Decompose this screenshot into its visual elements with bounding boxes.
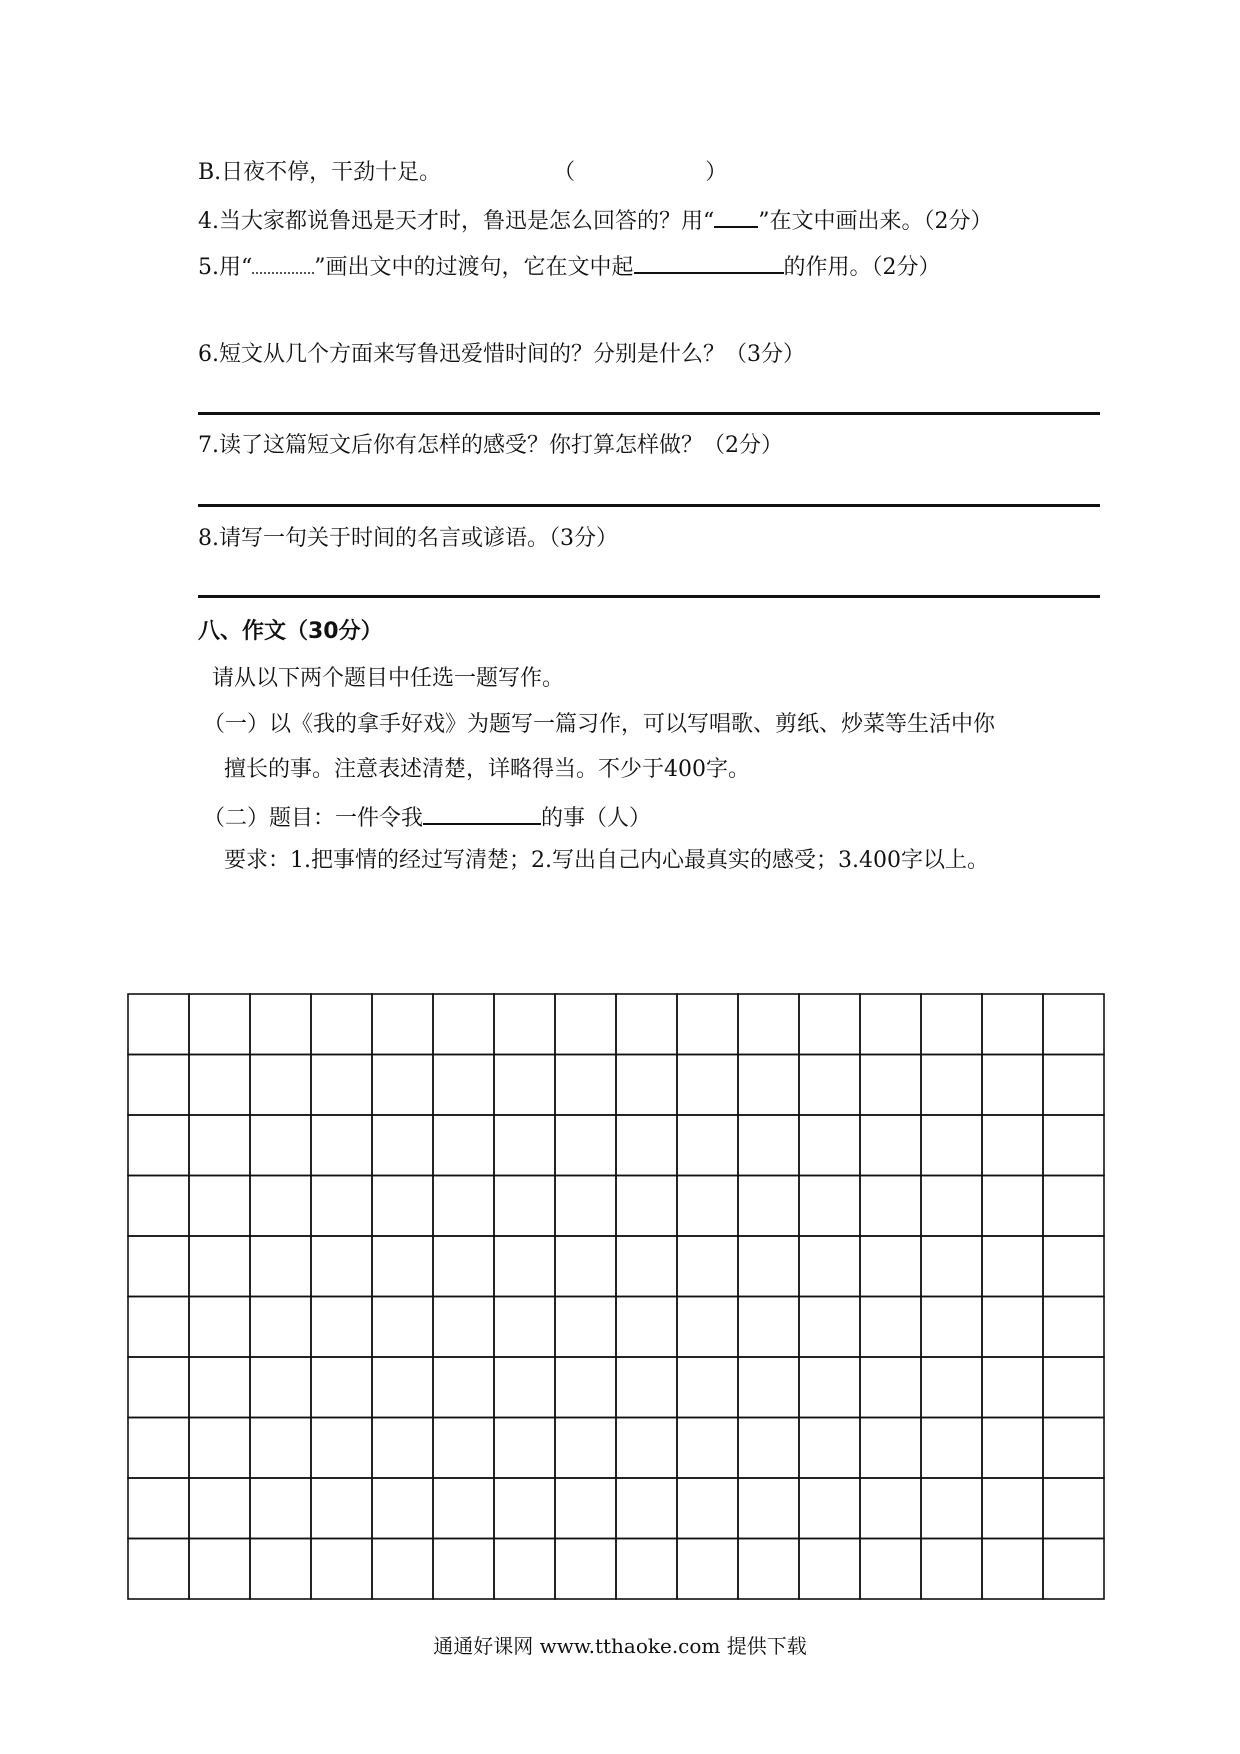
grid-cell[interactable] [433,1236,494,1297]
grid-cell[interactable] [311,1115,372,1176]
q4-underline-sample [714,204,758,228]
grid-cell[interactable] [189,1297,250,1358]
q5-answer-blank[interactable] [634,250,784,274]
grid-cell[interactable] [433,994,494,1055]
grid-cell[interactable] [616,1357,677,1418]
grid-cell[interactable] [616,1297,677,1358]
q3b-text: B.日夜不停，干劲十足。 [198,160,442,185]
q4-text-before: 4.当大家都说鲁迅是天才时，鲁迅是怎么回答的？用“ [198,209,715,234]
grid-cell[interactable] [860,1478,921,1539]
grid-cell[interactable] [860,1236,921,1297]
question-3b [198,158,727,188]
grid-cell[interactable] [677,994,738,1055]
grid-cell[interactable] [677,1539,738,1600]
composition-requirements: 要求：1.把事情的经过写清楚；2.写出自己内心最真实的感受；3.400字以上。 [224,848,989,873]
grid-cell[interactable] [128,1539,189,1600]
grid-cell[interactable] [799,1539,860,1600]
grid-cell[interactable] [494,1539,555,1600]
grid-cell[interactable] [616,1115,677,1176]
grid-cell[interactable] [921,1055,982,1116]
grid-cell[interactable] [128,1176,189,1237]
grid-cell[interactable] [372,994,433,1055]
grid-cell[interactable] [921,994,982,1055]
grid-cell[interactable] [860,994,921,1055]
grid-cell[interactable] [555,1236,616,1297]
grid-cell[interactable] [921,1115,982,1176]
q7-text: 7.读了这篇短文后你有怎样的感受？你打算怎样做？（2分） [198,433,783,458]
grid-cell[interactable] [982,1055,1043,1116]
grid-cell[interactable] [189,1176,250,1237]
grid-cell[interactable] [921,1478,982,1539]
grid-cell[interactable] [250,1478,311,1539]
grid-cell[interactable] [250,1115,311,1176]
grid-cell[interactable] [433,1297,494,1358]
grid-cell[interactable] [372,1236,433,1297]
grid-cell[interactable] [1043,1418,1104,1479]
grid-cell[interactable] [738,1055,799,1116]
grid-cell[interactable] [616,1478,677,1539]
grid-cell[interactable] [555,1539,616,1600]
grid-cell[interactable] [128,1297,189,1358]
grid-cell[interactable] [1043,1478,1104,1539]
grid-cell[interactable] [677,1236,738,1297]
grid-cell[interactable] [433,1115,494,1176]
grid-cell[interactable] [494,1176,555,1237]
grid-cell[interactable] [494,1236,555,1297]
grid-cell[interactable] [128,1055,189,1116]
grid-cell[interactable] [1043,1539,1104,1600]
grid-cell[interactable] [128,994,189,1055]
grid-cell[interactable] [799,1236,860,1297]
grid-cell[interactable] [921,1176,982,1237]
grid-cell[interactable] [128,1236,189,1297]
grid-cell[interactable] [311,1297,372,1358]
grid-cell[interactable] [799,1357,860,1418]
grid-cell[interactable] [1043,1236,1104,1297]
grid-cell[interactable] [189,1539,250,1600]
grid-cell[interactable] [1043,1115,1104,1176]
grid-cell[interactable] [555,1176,616,1237]
grid-cell[interactable] [1043,1176,1104,1237]
grid-cell[interactable] [799,1055,860,1116]
grid-cell[interactable] [555,1418,616,1479]
q4-text-after: ”在文中画出来。（2分） [758,209,993,234]
question-6 [198,340,805,370]
grid-cell[interactable] [189,1115,250,1176]
grid-cell[interactable] [860,1297,921,1358]
grid-cell[interactable] [1043,994,1104,1055]
grid-cell[interactable] [372,1539,433,1600]
grid-cell[interactable] [372,1115,433,1176]
grid-cell[interactable] [555,1055,616,1116]
grid-cell[interactable] [372,1418,433,1479]
grid-cell[interactable] [128,1418,189,1479]
q5-text-after: 的作用。（2分） [783,255,941,280]
grid-cell[interactable] [799,1478,860,1539]
question-5 [198,250,941,283]
grid-cell[interactable] [799,994,860,1055]
grid-cell[interactable] [189,994,250,1055]
grid-cell[interactable] [677,1357,738,1418]
grid-cell[interactable] [921,1297,982,1358]
grid-cell[interactable] [982,1418,1043,1479]
grid-cell[interactable] [372,1176,433,1237]
composition-option-2: （二）题目：一件令我 的事（人） [203,801,651,834]
option-2-title-blank[interactable] [423,801,541,825]
grid-cell[interactable] [372,1297,433,1358]
grid-cell[interactable] [494,1055,555,1116]
grid-cell[interactable] [1043,1357,1104,1418]
grid-cell[interactable] [921,1539,982,1600]
q7-answer-line[interactable] [198,504,1100,507]
q3b-bracket-close: ） [705,160,728,185]
q6-answer-line[interactable] [198,412,1100,415]
grid-cell[interactable] [494,1478,555,1539]
grid-cell[interactable] [250,1539,311,1600]
grid-cell[interactable] [677,1055,738,1116]
grid-cell[interactable] [799,1176,860,1237]
grid-cell[interactable] [677,1176,738,1237]
grid-cell[interactable] [799,1115,860,1176]
grid-cell[interactable] [311,1478,372,1539]
grid-cell[interactable] [372,1478,433,1539]
grid-cell[interactable] [311,1055,372,1116]
grid-cell[interactable] [372,1357,433,1418]
grid-cell[interactable] [494,1418,555,1479]
grid-cell[interactable] [372,1055,433,1116]
grid-cell[interactable] [311,994,372,1055]
grid-cell[interactable] [250,1236,311,1297]
grid-cell[interactable] [982,1539,1043,1600]
grid-cell[interactable] [494,1297,555,1358]
grid-cell[interactable] [189,1055,250,1116]
grid-cell[interactable] [555,1115,616,1176]
grid-cell[interactable] [555,1357,616,1418]
grid-cell[interactable] [311,1357,372,1418]
q8-text: 8.请写一句关于时间的名言或谚语。（3分） [198,526,618,551]
grid-cell[interactable] [128,1478,189,1539]
grid-cell[interactable] [311,1176,372,1237]
grid-cell[interactable] [982,1176,1043,1237]
grid-cell[interactable] [799,1418,860,1479]
grid-cell[interactable] [616,1236,677,1297]
grid-cell[interactable] [860,1176,921,1237]
grid-cell[interactable] [494,1115,555,1176]
composition-heading [198,617,383,647]
grid-cell[interactable] [616,1539,677,1600]
grid-cell[interactable] [860,1418,921,1479]
footer [0,1632,1240,1660]
grid-cell[interactable] [433,1418,494,1479]
grid-cell[interactable] [555,994,616,1055]
grid-cell[interactable] [189,1357,250,1418]
grid-cell[interactable] [738,1115,799,1176]
composition-option-1-line-1: （一）以《我的拿手好戏》为题写一篇习作，可以写唱歌、剪纸、炒菜等生活中你 [203,712,996,737]
grid-cell[interactable] [311,1418,372,1479]
grid-cell[interactable] [494,1357,555,1418]
grid-cell[interactable] [982,1357,1043,1418]
grid-cell[interactable] [738,1478,799,1539]
grid-cell[interactable] [982,1236,1043,1297]
grid-cell[interactable] [860,1115,921,1176]
question-8 [198,524,618,554]
grid-cell[interactable] [616,1418,677,1479]
q5-text-middle: ”画出文中的过渡句，它在文中起 [314,255,634,280]
composition-intro: 请从以下两个题目中任选一题写作。 [212,666,565,691]
grid-cell[interactable] [189,1236,250,1297]
grid-cell[interactable] [433,1357,494,1418]
grid-cell[interactable] [677,1115,738,1176]
grid-cell[interactable] [738,1357,799,1418]
grid-cell[interactable] [1043,1297,1104,1358]
q3b-bracket-open: （ [553,160,576,185]
grid-cell[interactable] [860,1357,921,1418]
composition-option-1-line-2: 擅长的事。注意表述清楚，详略得当。不少于400字。 [224,757,750,782]
composition-heading-text: 八、作文（30分） [198,619,383,644]
grid-cell[interactable] [921,1236,982,1297]
q8-answer-line[interactable] [198,595,1100,598]
grid-cell[interactable] [616,994,677,1055]
grid-cell[interactable] [250,1297,311,1358]
grid-cell[interactable] [433,1176,494,1237]
grid-cell[interactable] [982,1478,1043,1539]
grid-cell[interactable] [494,994,555,1055]
grid-cell[interactable] [1043,1055,1104,1116]
grid-cell[interactable] [555,1478,616,1539]
grid-cell[interactable] [616,1176,677,1237]
grid-cell[interactable] [982,1297,1043,1358]
q5-wavy-line-sample [252,250,314,274]
grid-cell[interactable] [921,1357,982,1418]
grid-cell[interactable] [250,1418,311,1479]
grid-cell[interactable] [311,1539,372,1600]
question-7 [198,431,783,461]
grid-cell[interactable] [677,1478,738,1539]
grid-cell[interactable] [860,1539,921,1600]
grid-cell[interactable] [799,1297,860,1358]
grid-cell[interactable] [189,1418,250,1479]
grid-cell[interactable] [677,1418,738,1479]
grid-cell[interactable] [433,1478,494,1539]
grid-cell[interactable] [860,1055,921,1116]
grid-cell[interactable] [128,1357,189,1418]
grid-cell[interactable] [738,1297,799,1358]
grid-cell[interactable] [921,1418,982,1479]
grid-cell[interactable] [128,1115,189,1176]
grid-cell[interactable] [616,1055,677,1116]
writing-grid[interactable] [127,993,1105,1600]
grid-cell[interactable] [738,1418,799,1479]
grid-cell[interactable] [738,994,799,1055]
q5-text-before: 5.用“ [198,255,253,280]
grid-cell[interactable] [250,1357,311,1418]
grid-cell[interactable] [738,1539,799,1600]
footer-text: 通通好课网 www.tthaoke.com 提供下载 [433,1634,807,1658]
grid-cell[interactable] [433,1539,494,1600]
grid-cell[interactable] [250,1176,311,1237]
grid-cell[interactable] [738,1176,799,1237]
grid-cell[interactable] [433,1055,494,1116]
grid-cell[interactable] [250,994,311,1055]
q6-text: 6.短文从几个方面来写鲁迅爱惜时间的？分别是什么？（3分） [198,342,805,367]
grid-cell[interactable] [738,1236,799,1297]
grid-cell[interactable] [982,994,1043,1055]
grid-cell[interactable] [311,1236,372,1297]
grid-cell[interactable] [250,1055,311,1116]
grid-cell[interactable] [982,1115,1043,1176]
grid-cell[interactable] [677,1297,738,1358]
question-4 [198,204,993,237]
grid-cell[interactable] [189,1478,250,1539]
grid-cell[interactable] [555,1297,616,1358]
